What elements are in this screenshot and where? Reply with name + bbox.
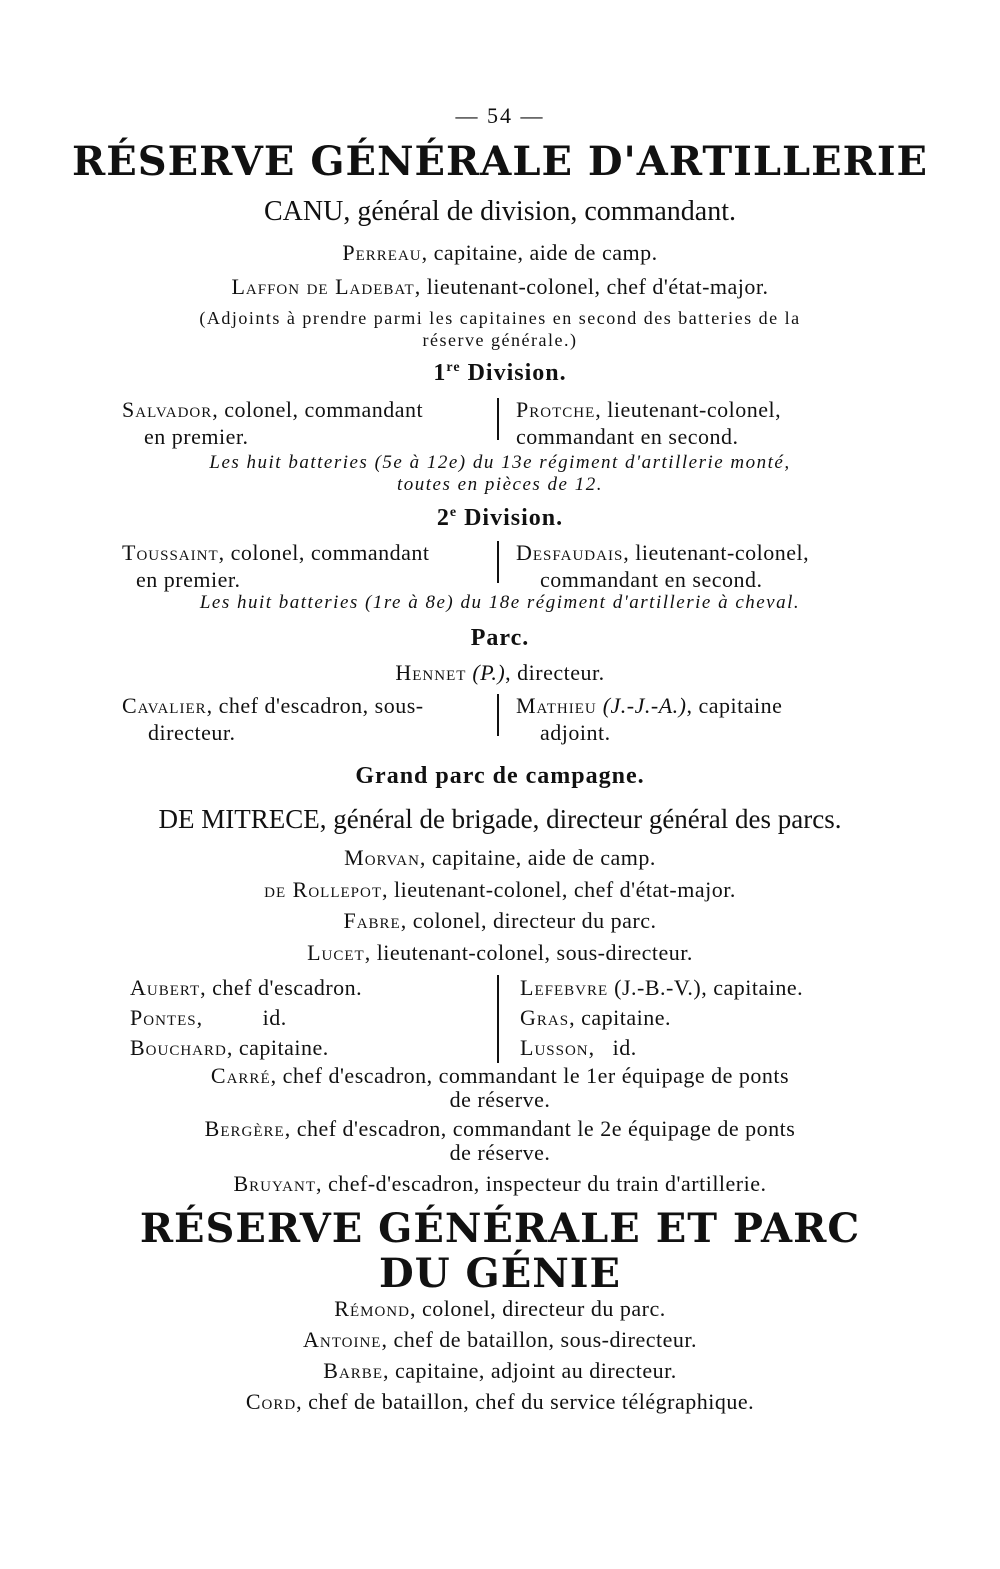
staff-name: Fabre — [343, 908, 401, 933]
staff-text: , chef de bataillon, chef du service télégraphique. — [296, 1389, 755, 1414]
staff-text: , capitaine, aide de camp. — [421, 240, 658, 265]
staff-name: Barbe — [323, 1358, 383, 1383]
staff-text: , lieutenant-colonel, chef d'état-major. — [382, 877, 736, 902]
staff-name: Morvan — [344, 845, 420, 870]
staff-name: Lucet — [307, 940, 365, 965]
staff-text: , lieutenant-colonel, chef d'état-major. — [414, 274, 769, 299]
officer-text: , chef-d'escadron, inspecteur du train d'artillerie. — [315, 1171, 767, 1196]
column-divider — [497, 541, 499, 583]
officer-text: , id. — [588, 1035, 637, 1060]
officer-text: , chef d'escadron, commandant le 1er équipage de ponts — [270, 1063, 790, 1088]
section-title-genie: RÉSERVE GÉNÉRALE ET PARC — [139, 1205, 861, 1252]
division-ordinal: re — [446, 360, 461, 375]
officer-text: , lieutenant-colonel, — [623, 540, 810, 565]
officer-name: Mathieu — [516, 693, 597, 718]
officer-name: Toussaint — [122, 540, 219, 565]
staff-line — [0, 940, 1000, 966]
column-divider — [497, 975, 499, 1063]
division-2-right — [516, 539, 809, 593]
officer-name: Lusson — [520, 1035, 589, 1060]
officer-name: Gras — [520, 1005, 570, 1030]
staff-line — [0, 1296, 1000, 1322]
officer-text: commandant en second. — [516, 424, 739, 449]
officer-text: en premier. — [144, 424, 249, 449]
officer-text: en premier. — [136, 567, 241, 592]
division-number: 2 — [436, 505, 450, 531]
staff-text: , chef de bataillon, sous-directeur. — [381, 1327, 697, 1352]
officer-name: Salvador — [122, 397, 213, 422]
officer-name: Bergère — [204, 1116, 285, 1141]
officer-name: Protche — [516, 397, 596, 422]
staff-name: Laffon de Ladebat — [231, 274, 415, 299]
bergere-line-2: de réserve. — [449, 1140, 551, 1165]
staff-name: Cord — [245, 1389, 297, 1414]
parc-right — [516, 692, 782, 746]
staff-text: , lieutenant-colonel, sous-directeur. — [364, 940, 693, 965]
staff-name: Antoine — [303, 1327, 382, 1352]
division-label: Division. — [457, 505, 564, 531]
division-1-note: Les huit batteries (5e à 12e) du 13e régiment d'artillerie monté, — [209, 452, 791, 473]
officer-name: Lefebvre — [520, 975, 609, 1000]
division-2-note: Les huit batteries (1re à 8e) du 18e régiment d'artillerie à cheval. — [199, 592, 801, 613]
grand-parc-left — [130, 973, 362, 1063]
bergere-line — [0, 1116, 1000, 1142]
officer-name: Desfaudais — [516, 540, 624, 565]
officer-text: commandant en second. — [540, 567, 763, 592]
officer-text: directeur. — [148, 720, 236, 745]
division-1-right — [516, 396, 781, 450]
staff-line — [0, 845, 1000, 871]
parc-left — [122, 692, 424, 746]
officer-text: , capitaine — [686, 693, 783, 718]
parc-director-line — [0, 660, 1000, 686]
staff-line — [0, 1358, 1000, 1384]
grand-parc-right — [520, 973, 803, 1063]
officer-initials: (P.) — [466, 660, 506, 685]
officer-name: Bouchard — [130, 1035, 227, 1060]
officer-text: , lieutenant-colonel, — [595, 397, 782, 422]
officer-text: adjoint. — [540, 720, 611, 745]
division-number: 1 — [433, 360, 447, 386]
staff-line — [0, 877, 1000, 903]
note-line: réserve générale.) — [422, 330, 578, 350]
division-1-note: toutes en pièces de 12. — [397, 474, 603, 495]
officer-text: , directeur. — [505, 660, 605, 685]
division-label: Division. — [460, 360, 567, 386]
division-ordinal: e — [449, 505, 458, 520]
officer-initials: (J.-J.-A.) — [596, 693, 687, 718]
carre-line — [0, 1063, 1000, 1089]
staff-line — [0, 274, 1000, 300]
officer-text: (J.-B.-V.), capitaine. — [608, 975, 804, 1000]
section-title-genie-2: DU GÉNIE — [379, 1250, 621, 1297]
staff-line — [0, 240, 1000, 266]
officer-name: Aubert — [130, 975, 201, 1000]
parc-heading: Parc. — [470, 625, 530, 651]
staff-text: , colonel, directeur du parc. — [409, 1296, 666, 1321]
officer-text: , capitaine. — [226, 1035, 329, 1060]
note-line: (Adjoints à prendre parmi les capitaines en second des batteries de la — [199, 308, 801, 328]
officer-name: Hennet — [395, 660, 467, 685]
officer-name: Cavalier — [122, 693, 207, 718]
staff-name: de Rollepot — [264, 877, 382, 902]
section-title-artillerie: RÉSERVE GÉNÉRALE D'ARTILLERIE — [71, 138, 929, 185]
officer-text: , capitaine. — [569, 1005, 671, 1030]
division-2-heading — [0, 505, 1000, 532]
staff-line — [0, 908, 1000, 934]
division-2-left — [122, 539, 430, 593]
officer-name: Bruyant — [233, 1171, 316, 1196]
staff-name: Perreau — [342, 240, 422, 265]
staff-name: Rémond — [334, 1296, 410, 1321]
page-number: — 54 — — [455, 103, 545, 128]
division-1-left — [122, 396, 423, 450]
officer-text: , colonel, commandant — [212, 397, 424, 422]
column-divider — [497, 398, 499, 440]
officer-name: Pontes — [130, 1005, 197, 1030]
officer-name: Carré — [210, 1063, 271, 1088]
staff-text: , capitaine, aide de camp. — [419, 845, 656, 870]
bruyant-line — [0, 1171, 1000, 1197]
officer-text: , colonel, commandant — [218, 540, 430, 565]
carre-line-2: de réserve. — [449, 1087, 551, 1112]
staff-line — [0, 1327, 1000, 1353]
staff-text: , capitaine, adjoint au directeur. — [382, 1358, 677, 1383]
officer-text: , chef d'escadron, commandant le 2e équipage de ponts — [284, 1116, 796, 1141]
officer-text: , chef d'escadron, sous- — [206, 693, 424, 718]
officer-text: , chef d'escadron. — [200, 975, 363, 1000]
officer-text: , id. — [196, 1005, 287, 1030]
staff-line — [0, 1389, 1000, 1415]
grand-parc-director: DE MITRECE, général de brigade, directeur général des parcs. — [158, 804, 842, 834]
division-1-heading — [0, 360, 1000, 387]
staff-text: , colonel, directeur du parc. — [400, 908, 657, 933]
column-divider — [497, 694, 499, 736]
commander-line: CANU, général de division, commandant. — [263, 196, 736, 227]
grand-parc-heading: Grand parc de campagne. — [355, 763, 645, 789]
